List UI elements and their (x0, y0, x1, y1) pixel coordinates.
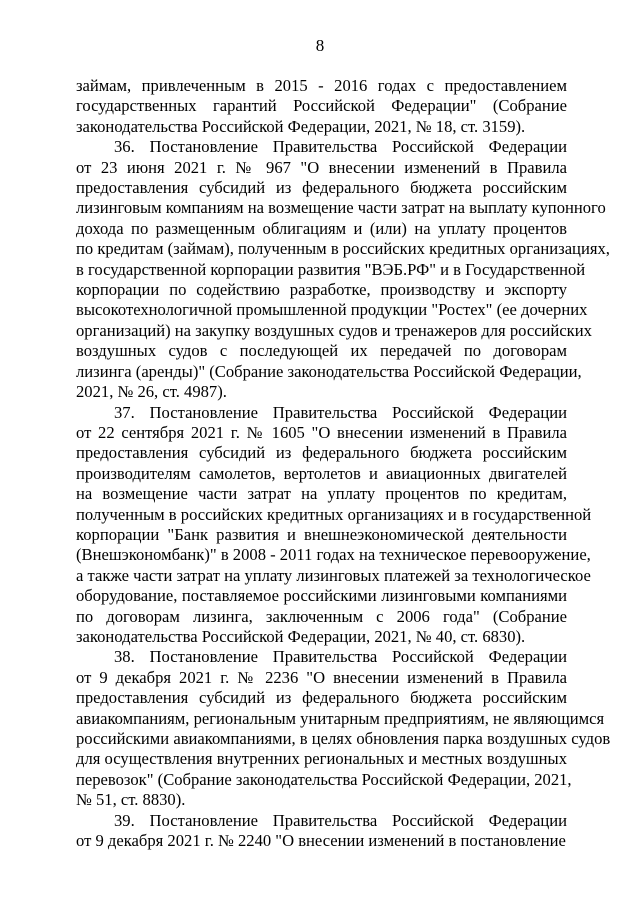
text-line: корпорации по содействию разработке, производству и экспорту (76, 280, 567, 300)
text-line: предоставления субсидий из федерального бюджета российским (76, 443, 567, 463)
text-line: (Внешэкономбанк)" в 2008 - 2011 годах на техническое перевооружение, (76, 545, 591, 565)
text-line: перевозок" (Собрание законодательства Российской Федерации, 2021, (76, 769, 572, 789)
document-body (76, 76, 611, 851)
text-line: законодательства Российской Федерации, 2021, № 40, ст. 6830). (76, 626, 526, 646)
text-line: займам, привлеченным в 2015 - 2016 годах с предоставлением (76, 76, 567, 95)
text-line: законодательства Российской Федерации, 2021, № 18, ст. 3159). (76, 116, 526, 136)
text-line: корпорации "Банк развития и внешнеэкономической деятельности (76, 524, 567, 544)
paragraph-p36 (76, 137, 610, 402)
text-line: производителям самолетов, вертолетов и авиационных двигателей (76, 463, 567, 483)
text-line: от 23 июня 2021 г. № 967 "О внесении изменений в Правила (76, 157, 567, 177)
text-line: предоставления субсидий из федерального бюджета российским (76, 178, 567, 198)
page-number: 8 (315, 36, 325, 55)
text-line: 38. Постановление Правительства Российской Федерации (114, 647, 567, 667)
text-line: воздушных судов с последующей их передачей по договорам (76, 341, 567, 361)
text-line: для осуществления внутренних региональных и местных воздушных (76, 749, 567, 769)
text-line: полученным в российских кредитных организациях и в государственной (76, 504, 592, 524)
text-line: авиакомпаниям, региональным унитарным предприятиям, не являющимся (76, 708, 605, 728)
text-line: на возмещение части затрат на уплату процентов по кредитам, (76, 484, 567, 504)
paragraph-p35-tail (76, 76, 567, 137)
text-line: высокотехнологичной промышленной продукции "Ростех" (ее дочерних (76, 300, 588, 320)
text-line: а также части затрат на уплату лизинговых платежей за технологическое (76, 565, 591, 585)
text-line: в государственной корпорации развития "ВЭБ.РФ" и в Государственной (76, 259, 586, 279)
text-line: государственных гарантий Российской Федерации" (Собрание (76, 96, 567, 116)
text-line: № 51, ст. 8830). (76, 790, 186, 810)
text-line: 2021, № 26, ст. 4987). (76, 382, 227, 402)
text-line: 37. Постановление Правительства Российской Федерации (114, 402, 567, 422)
text-line: от 9 декабря 2021 г. № 2240 "О внесении изменений в постановление (76, 831, 566, 851)
text-line: по договорам лизинга, заключенным с 2006 года" (Собрание (76, 606, 567, 626)
paragraph-p38 (76, 647, 611, 810)
text-line: оборудование, поставляемое российскими лизинговыми компаниями (76, 586, 567, 606)
text-line: по кредитам (займам), полученным в российских кредитных организациях, (76, 239, 610, 259)
paragraph-p37 (76, 402, 592, 648)
text-line: российскими авиакомпаниями, в целях обновления парка воздушных судов (76, 729, 611, 748)
text-line: лизинговым компаниям на возмещение части затрат на выплату купонного (76, 198, 606, 218)
text-line: организаций) на закупку воздушных судов и тренажеров для российских (76, 320, 592, 340)
paragraph-p39 (76, 811, 567, 852)
text-line: дохода по размещенным облигациям и (или) на уплату процентов (76, 218, 567, 238)
text-line: от 22 сентября 2021 г. № 1605 "О внесении изменений в Правила (76, 422, 567, 442)
text-line: лизинга (аренды)" (Собрание законодательства Российской Федерации, (76, 361, 582, 381)
text-line: 39. Постановление Правительства Российской Федерации (114, 810, 567, 830)
text-line: предоставления субсидий из федерального бюджета российским (76, 688, 567, 708)
text-line: 36. Постановление Правительства Российской Федерации (114, 137, 567, 157)
text-line: от 9 декабря 2021 г. № 2236 "О внесении изменений в Правила (76, 667, 567, 687)
